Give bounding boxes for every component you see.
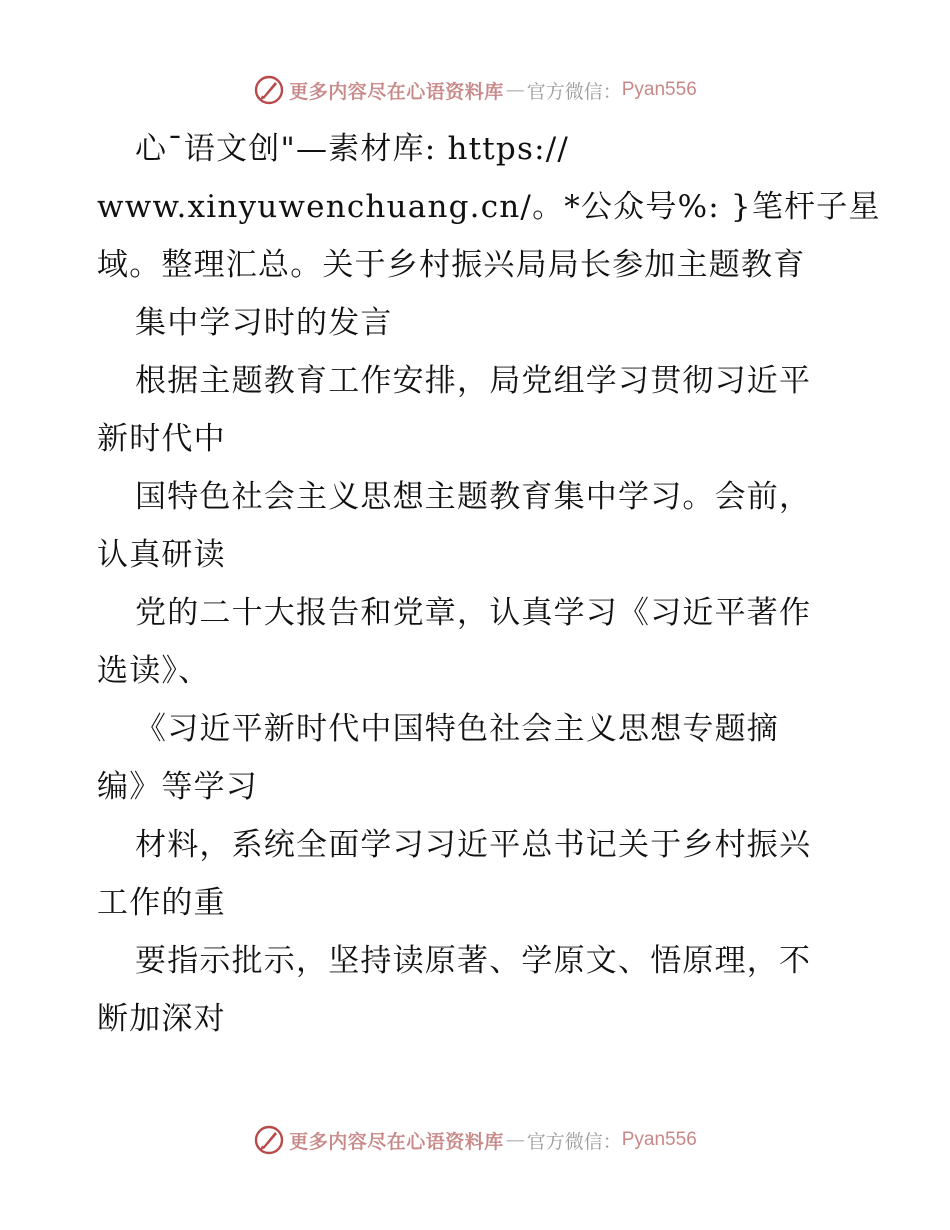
- header-watermark: [0, 70, 950, 110]
- text-line: [97, 584, 857, 642]
- paragraph-line: 编》等学习: [97, 769, 258, 805]
- text-line: [97, 410, 857, 468]
- paragraph-line: 选读》、: [97, 653, 211, 689]
- paragraph-line: 党的二十大报告和党章，认真学习《习近平著作: [135, 595, 812, 631]
- paragraph-line: 工作的重: [97, 885, 226, 921]
- quill-logo-icon: [253, 74, 285, 106]
- text-line: [97, 642, 857, 700]
- title-line: 域。整理汇总。关于乡村振兴局局长参加主题教育: [97, 247, 806, 283]
- footer-watermark: [0, 1120, 950, 1160]
- paragraph-line: 材料，系统全面学习习近平总书记关于乡村振兴: [135, 827, 812, 863]
- wechat-label: 官方微信：: [526, 1130, 622, 1153]
- text-line: [97, 236, 857, 294]
- paragraph-line: 根据主题教育工作安排，局党组学习贯彻习近平: [135, 363, 812, 399]
- wechat-label: 官方微信：: [526, 80, 622, 103]
- text-line: [97, 120, 857, 178]
- watermark-separator: —: [505, 79, 525, 101]
- source-line: 心¯语文创"—素材库: https://: [135, 131, 570, 167]
- text-line: [97, 352, 857, 410]
- paragraph-line: 要指示批示，坚持读原著、学原文、悟原理，不: [135, 943, 812, 979]
- text-line: [97, 758, 857, 816]
- paragraph-line: 《习近平新时代中国特色社会主义思想专题摘: [135, 711, 779, 747]
- text-line: [97, 468, 857, 526]
- text-line: [97, 700, 857, 758]
- text-line: [97, 294, 857, 352]
- wechat-id: Pyan556: [621, 79, 697, 100]
- source-url-line: www.xinyuwenchuang.cn/。*公众号%: }笔杆子星: [97, 189, 881, 225]
- watermark-text: 更多内容尽在心语资料库: [289, 80, 504, 103]
- paragraph-line: 国特色社会主义思想主题教育集中学习。会前，: [135, 479, 812, 515]
- text-line: [97, 816, 857, 874]
- document-body: [97, 120, 881, 1048]
- text-line: [97, 874, 857, 932]
- title-continuation: 集中学习时的发言: [135, 305, 393, 341]
- text-line: [97, 526, 857, 584]
- paragraph-line: 新时代中: [97, 421, 226, 457]
- paragraph-line: 断加深对: [97, 1001, 226, 1037]
- wechat-id: Pyan556: [621, 1129, 697, 1150]
- paragraph-line: 认真研读: [97, 537, 226, 573]
- text-line: [97, 932, 857, 990]
- watermark-text: 更多内容尽在心语资料库: [289, 1130, 504, 1153]
- text-line: [97, 990, 857, 1048]
- watermark-separator: —: [505, 1129, 525, 1151]
- text-line: [97, 178, 881, 236]
- quill-logo-icon: [253, 1124, 285, 1156]
